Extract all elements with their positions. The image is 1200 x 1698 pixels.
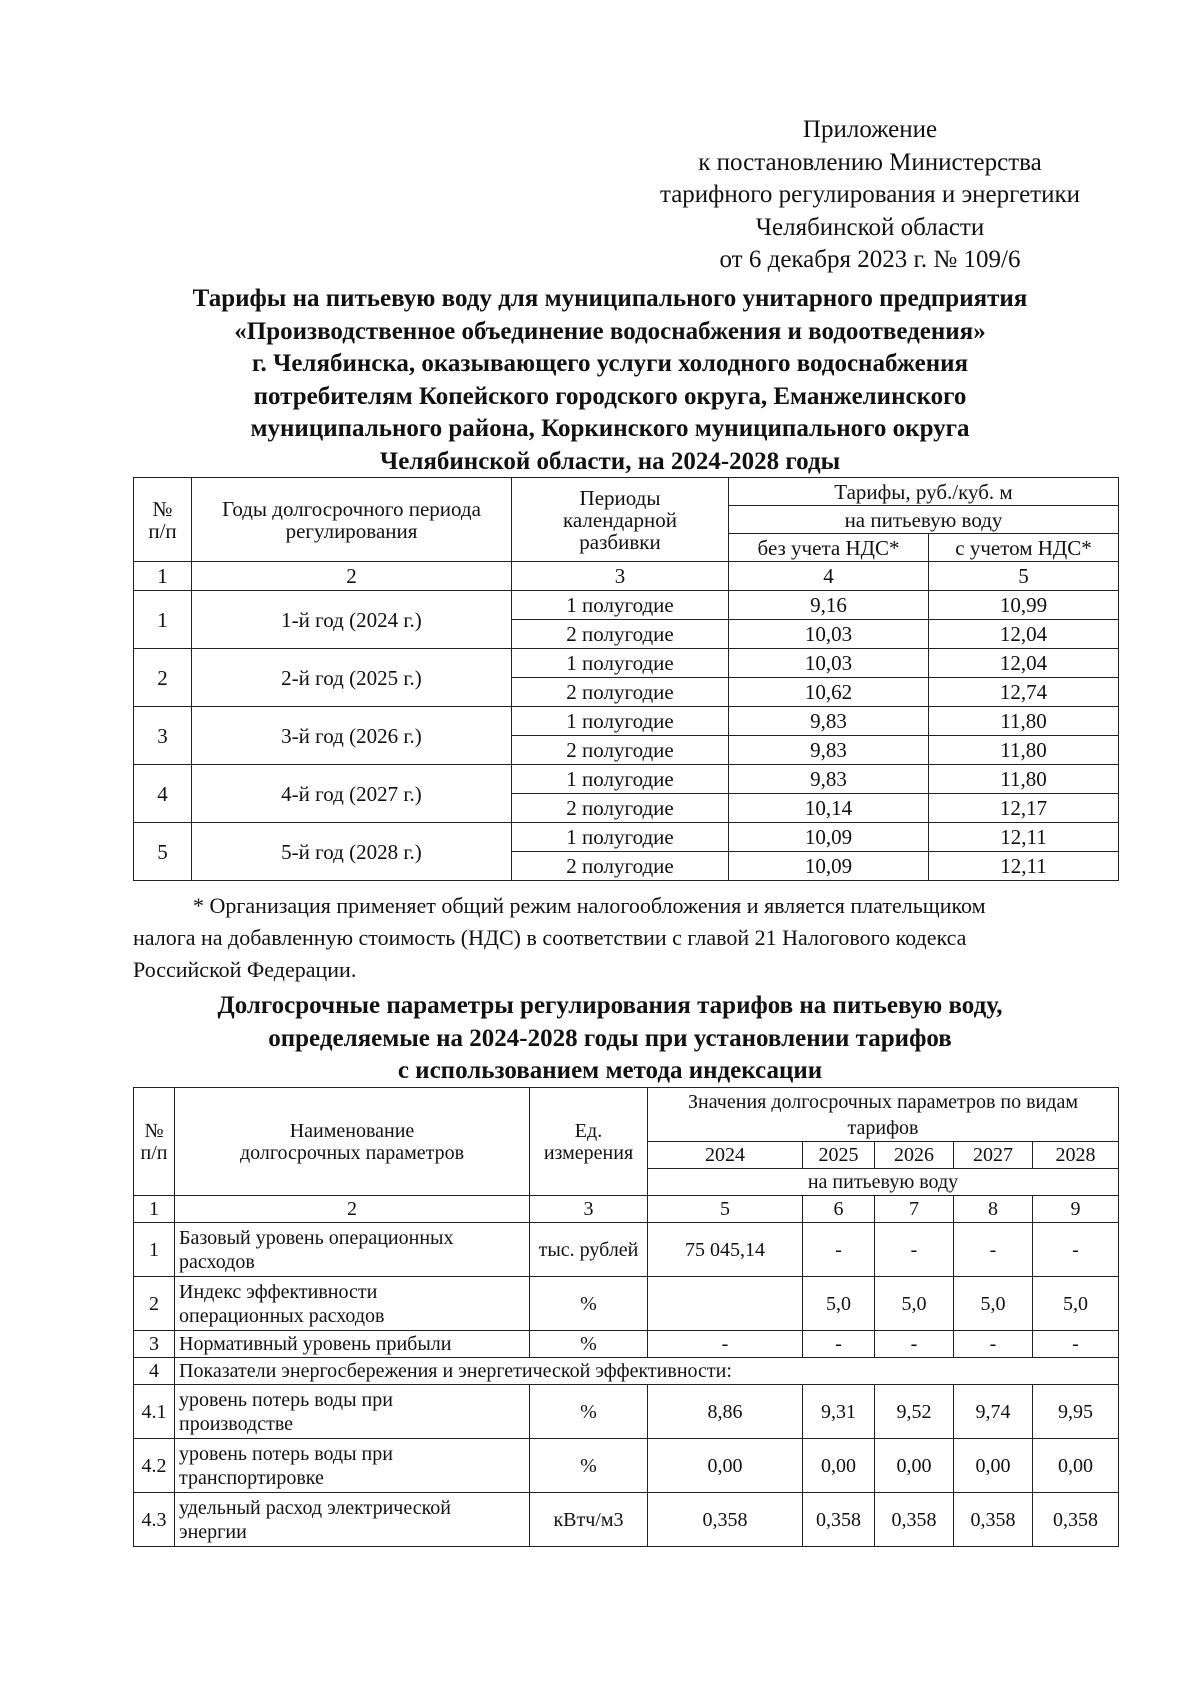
annex-line: Приложение [802, 116, 938, 143]
annex-line: от 6 декабря 2023 г. № 109/6 [719, 246, 1021, 273]
header-values: Значения долгосрочных параметров по видам тарифов [648, 1088, 1119, 1142]
title-line: Долгосрочные параметры регулирования тарифов на питьевую воду, [217, 992, 1003, 1019]
header-water: на питьевую воду [648, 1169, 1119, 1196]
header-year: 2024 [648, 1142, 803, 1169]
col-number: 1 [134, 562, 192, 591]
tariff-no-vat: 10,14 [729, 794, 929, 823]
title-line: Тарифы на питьевую воду для муниципального унитарного предприятия [192, 285, 1028, 312]
footnote-line: Российской Федерации. [133, 957, 357, 982]
tariff-no-vat: 9,83 [729, 707, 929, 736]
param-value: 0,00 [803, 1439, 875, 1493]
title-line: муниципального района, Коркинского муниципального округа [250, 415, 970, 442]
param-unit: % [530, 1385, 648, 1439]
param-name: уровень потерь воды при производстве [175, 1385, 530, 1439]
param-value: 9,52 [875, 1385, 954, 1439]
row-num: 5 [134, 823, 192, 881]
row-num: 4.1 [134, 1385, 175, 1439]
title-line: потребителям Копейского городского округа, Еманжелинского [253, 382, 967, 410]
row-num: 1 [134, 1223, 175, 1277]
param-value: - [1033, 1223, 1119, 1277]
table-row [134, 1277, 1119, 1331]
param-name: Индекс эффективности операционных расходов [175, 1277, 530, 1331]
annex-line: тарифного регулирования и энергетики [659, 181, 1081, 208]
param-value: 9,95 [1033, 1385, 1119, 1439]
param-value: - [1033, 1331, 1119, 1358]
table-row [134, 591, 1119, 620]
header-years: Годы долгосрочного периода регулирования [192, 478, 512, 562]
param-name: Нормативный уровень прибыли [175, 1331, 530, 1358]
param-value: - [954, 1223, 1033, 1277]
table-row [134, 1223, 1119, 1277]
param-value: - [875, 1223, 954, 1277]
tariffs-table [133, 477, 1119, 881]
table-row [134, 1385, 1119, 1439]
half-year: 2 полугодие [512, 620, 729, 649]
row-num: 4.2 [134, 1439, 175, 1493]
col-number: 2 [192, 562, 512, 591]
param-unit: % [530, 1331, 648, 1358]
table-row [134, 1493, 1119, 1547]
tariff-with-vat: 10,99 [929, 591, 1119, 620]
tariff-no-vat: 9,83 [729, 736, 929, 765]
table-row [134, 649, 1119, 678]
half-year: 1 полугодие [512, 591, 729, 620]
half-year: 1 полугодие [512, 823, 729, 852]
col-number: 4 [729, 562, 929, 591]
tariff-no-vat: 9,83 [729, 765, 929, 794]
tariff-with-vat: 12,74 [929, 678, 1119, 707]
param-name: удельный расход электрической энергии [175, 1493, 530, 1547]
param-unit: тыс. рублей [530, 1223, 648, 1277]
tariff-no-vat: 9,16 [729, 591, 929, 620]
param-value: 9,74 [954, 1385, 1033, 1439]
annex-line: к постановлению Министерства [698, 148, 1042, 176]
title-line: определяемые на 2024-2028 годы при установлении тарифов [268, 1024, 952, 1052]
col-number: 5 [929, 562, 1119, 591]
row-num: 3 [134, 1331, 175, 1358]
param-value: 0,358 [875, 1493, 954, 1547]
tariff-with-vat: 11,80 [929, 707, 1119, 736]
parameters-title [90, 990, 1130, 1088]
table-row [134, 765, 1119, 794]
param-value: 0,00 [875, 1439, 954, 1493]
half-year: 2 полугодие [512, 794, 729, 823]
half-year: 1 полугодие [512, 707, 729, 736]
tariff-with-vat: 12,11 [929, 823, 1119, 852]
param-value: 5,0 [1033, 1277, 1119, 1331]
half-year: 1 полугодие [512, 649, 729, 678]
half-year: 2 полугодие [512, 736, 729, 765]
header-tariffs: Тарифы, руб./куб. м [729, 478, 1119, 506]
row-num: 3 [134, 707, 192, 765]
header-num: № п/п [134, 1088, 175, 1196]
footnote-line: * Организация применяет общий режим налогообложения и является плательщиком [193, 893, 986, 918]
param-name: уровень потерь воды при транспортировке [175, 1439, 530, 1493]
col-number: 7 [875, 1196, 954, 1223]
row-year: 2-й год (2025 г.) [192, 649, 512, 707]
tariff-with-vat: 11,80 [929, 765, 1119, 794]
col-number: 8 [954, 1196, 1033, 1223]
param-value: - [954, 1331, 1033, 1358]
tariff-with-vat: 12,17 [929, 794, 1119, 823]
title-line: г. Челябинска, оказывающего услуги холодного водоснабжения [251, 350, 969, 377]
footnote-line: налога на добавленную стоимость (НДС) в соответствии с главой 21 Налогового кодекса [133, 925, 967, 950]
tariff-with-vat: 12,04 [929, 620, 1119, 649]
title-line: Челябинской области, на 2024-2028 годы [379, 447, 841, 475]
row-year: 5-й год (2028 г.) [192, 823, 512, 881]
tariff-no-vat: 10,03 [729, 620, 929, 649]
row-year: 3-й год (2026 г.) [192, 707, 512, 765]
param-value: 0,00 [954, 1439, 1033, 1493]
param-unit: % [530, 1277, 648, 1331]
param-value: 0,358 [1033, 1493, 1119, 1547]
col-number: 9 [1033, 1196, 1119, 1223]
row-num: 4 [134, 1358, 175, 1385]
title-line: с использованием метода индексации [397, 1057, 823, 1084]
header-water: на питьевую воду [729, 506, 1119, 534]
header-periods: Периоды календарной разбивки [512, 478, 729, 562]
param-value: - [803, 1331, 875, 1358]
annex-line: Челябинской области [755, 213, 985, 241]
row-year: 1-й год (2024 г.) [192, 591, 512, 649]
section-heading: Показатели энергосбережения и энергетической эффективности: [175, 1358, 1119, 1385]
header-name: Наименование долгосрочных параметров [175, 1088, 530, 1196]
param-value: 0,358 [954, 1493, 1033, 1547]
header-unit: Ед. измерения [530, 1088, 648, 1196]
header-year: 2028 [1033, 1142, 1119, 1169]
tariff-no-vat: 10,03 [729, 649, 929, 678]
vat-footnote [133, 890, 1123, 986]
col-number: 3 [530, 1196, 648, 1223]
table-row [134, 1358, 1119, 1385]
col-number: 1 [134, 1196, 175, 1223]
title-line: «Производственное объединение водоснабжения и водоотведения» [234, 317, 986, 345]
header-year: 2027 [954, 1142, 1033, 1169]
header-num: № п/п [134, 478, 192, 562]
tariffs-title [90, 283, 1130, 478]
table-row [134, 1439, 1119, 1493]
half-year: 2 полугодие [512, 678, 729, 707]
col-number: 5 [648, 1196, 803, 1223]
row-num: 4 [134, 765, 192, 823]
parameters-table [133, 1087, 1119, 1547]
header-year: 2026 [875, 1142, 954, 1169]
row-year: 4-й год (2027 г.) [192, 765, 512, 823]
tariff-with-vat: 12,04 [929, 649, 1119, 678]
row-num: 1 [134, 591, 192, 649]
row-num: 2 [134, 1277, 175, 1331]
param-unit: % [530, 1439, 648, 1493]
col-number: 6 [803, 1196, 875, 1223]
param-value: 5,0 [954, 1277, 1033, 1331]
param-value [648, 1277, 803, 1331]
table-row [134, 707, 1119, 736]
col-number: 3 [512, 562, 729, 591]
param-value: 0,00 [648, 1439, 803, 1493]
row-num: 4.3 [134, 1493, 175, 1547]
param-value: 5,0 [803, 1277, 875, 1331]
param-value: 0,358 [803, 1493, 875, 1547]
param-value: 8,86 [648, 1385, 803, 1439]
tariff-with-vat: 11,80 [929, 736, 1119, 765]
param-unit: кВтч/м3 [530, 1493, 648, 1547]
param-value: - [803, 1223, 875, 1277]
col-number: 2 [175, 1196, 530, 1223]
param-value: - [875, 1331, 954, 1358]
param-value: 9,31 [803, 1385, 875, 1439]
half-year: 2 полугодие [512, 852, 729, 881]
param-value: 0,00 [1033, 1439, 1119, 1493]
header-no-vat: без учета НДС* [729, 534, 929, 562]
param-value: 0,358 [648, 1493, 803, 1547]
param-value: - [648, 1331, 803, 1358]
row-num: 2 [134, 649, 192, 707]
header-year: 2025 [803, 1142, 875, 1169]
table-row [134, 823, 1119, 852]
tariff-no-vat: 10,62 [729, 678, 929, 707]
tariff-with-vat: 12,11 [929, 852, 1119, 881]
tariff-no-vat: 10,09 [729, 823, 929, 852]
annex-block [620, 114, 1120, 277]
half-year: 1 полугодие [512, 765, 729, 794]
header-with-vat: с учетом НДС* [929, 534, 1119, 562]
table-row [134, 1331, 1119, 1358]
param-name: Базовый уровень операционных расходов [175, 1223, 530, 1277]
param-value: 5,0 [875, 1277, 954, 1331]
param-value: 75 045,14 [648, 1223, 803, 1277]
tariff-no-vat: 10,09 [729, 852, 929, 881]
